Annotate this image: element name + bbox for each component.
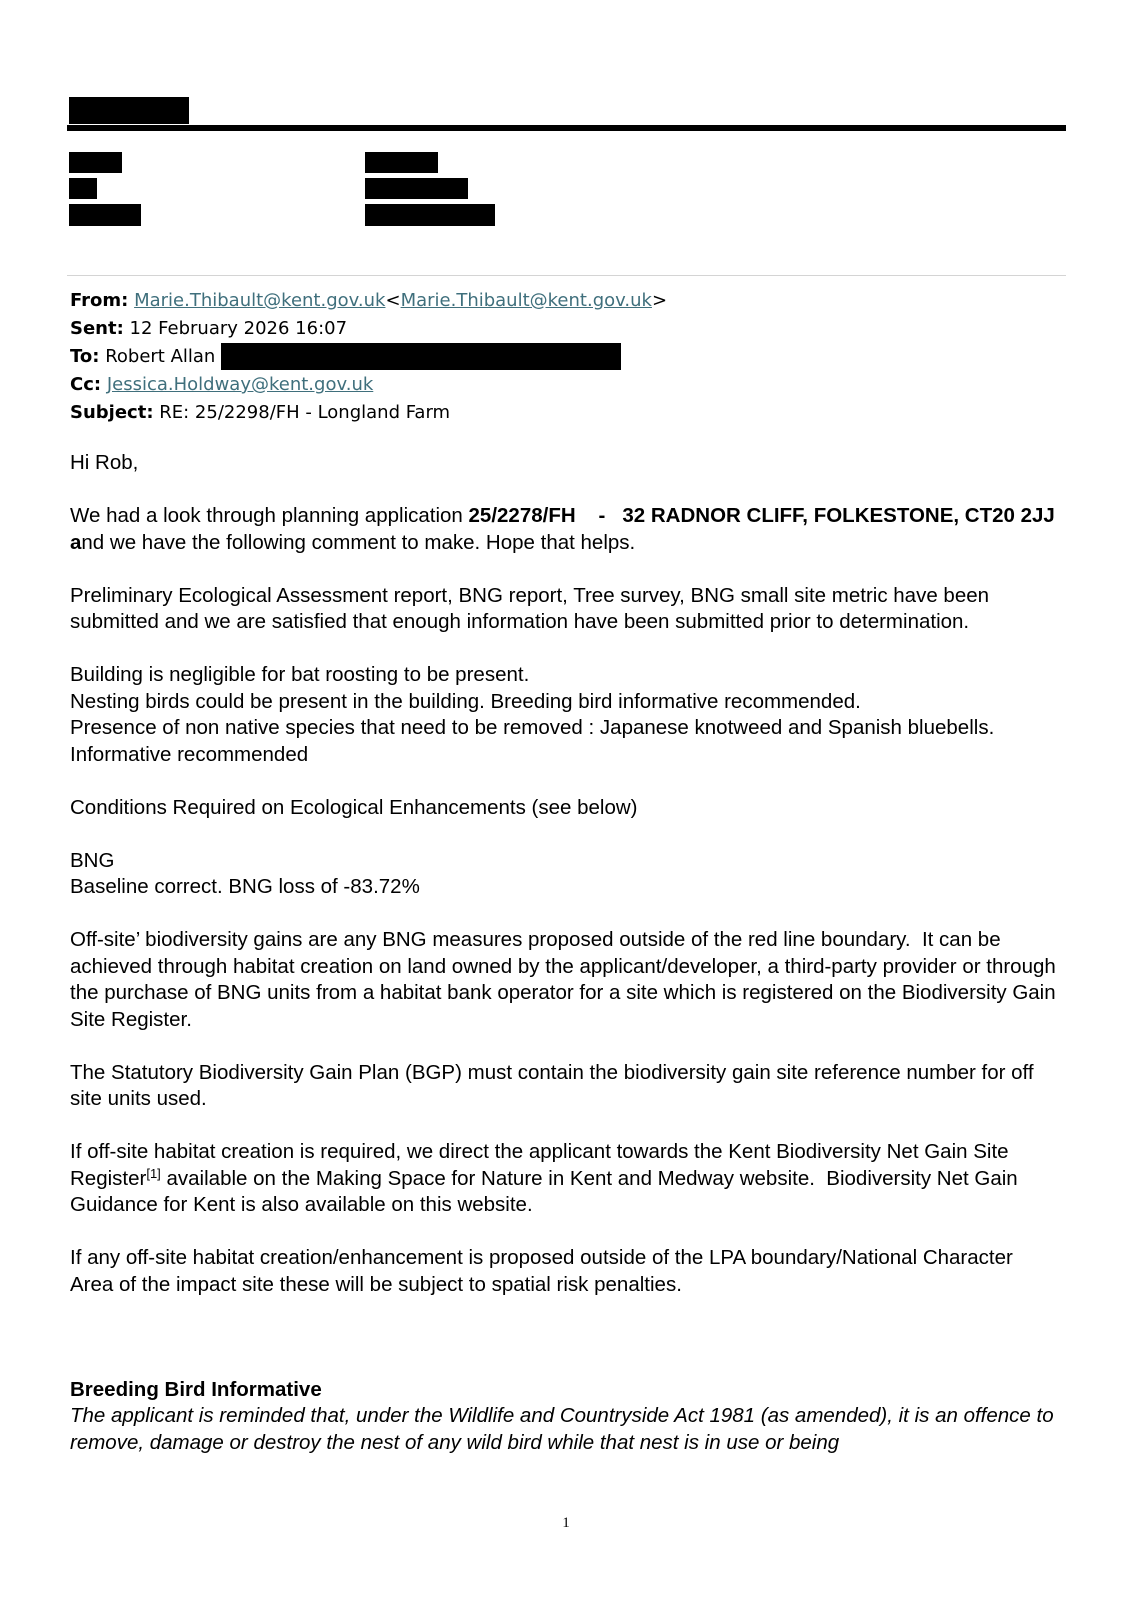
spacer <box>70 1325 1060 1377</box>
to-value: Robert Allan <box>105 346 216 367</box>
intro-paragraph <box>70 503 1060 556</box>
redacted-label-3 <box>69 204 141 226</box>
bird-heading: Breeding Bird Informative <box>70 1377 322 1401</box>
bird-text: The applicant is reminded that, under the Wildlife and Countryside Act 1981 (as amended), it is an offence to remove, damage or destroy the nest of any wild bird while that nest is in use or being <box>70 1404 1054 1454</box>
footnote-ref[interactable]: [1] <box>146 1165 161 1181</box>
sent-value: 12 February 2026 16:07 <box>129 318 348 339</box>
conditions-line: Conditions Required on Ecological Enhancements (see below) <box>70 795 638 819</box>
intro-pre: We had a look through planning application <box>70 504 469 527</box>
kent-pre: If off-site habitat creation is required, we direct the applicant towards the Kent Biodiversity Net Gain Site Register <box>70 1140 1009 1190</box>
offsite-paragraph: Off-site’ biodiversity gains are any BNG measures proposed outside of the red line boundary. It can be achieved through habitat creation on land owned by the applicant/developer, a third-party provider or through the purchase of BNG units from a habitat bank operator for a site which is registered on the Biodiversity Gain Site Register. <box>70 928 1062 1031</box>
species-line: Presence of non native species that need to be removed : Japanese knotweed and Spanish bluebells. Informative recommended <box>70 716 995 766</box>
bat-line: Building is negligible for bat roosting to be present. <box>70 663 530 686</box>
header-rule <box>67 125 1066 131</box>
sent-label: Sent: <box>70 318 124 339</box>
intro-post: nd we have the following comment to make. Hope that helps. <box>81 530 636 554</box>
page-number: 1 <box>562 1515 570 1531</box>
email-to-line <box>70 343 215 371</box>
subject-value: RE: 25/2298/FH - Longland Farm <box>159 402 451 423</box>
bgp-paragraph: The Statutory Biodiversity Gain Plan (BGP) must contain the biodiversity gain site reference number for off site units used. <box>70 1060 1034 1110</box>
assessment-paragraph: Preliminary Ecological Assessment report, BNG report, Tree survey, BNG small site metric have been submitted and we are satisfied that enough information have been submitted prior to determination. <box>70 583 990 633</box>
redacted-value-2 <box>365 178 468 199</box>
redacted-value-3 <box>365 204 495 226</box>
redacted-value-1 <box>365 152 438 173</box>
email-subject-line <box>70 399 450 427</box>
redacted-title <box>69 97 189 124</box>
email-sent-line <box>70 315 347 343</box>
bng-heading: BNG <box>70 848 115 872</box>
lpa-paragraph: If any off-site habitat creation/enhancement is proposed outside of the LPA boundary/National Character Area of the impact site these will be subject to spatial risk penalties. <box>70 1246 1013 1296</box>
email-from-line <box>70 287 667 315</box>
redacted-label-2 <box>69 178 97 199</box>
redacted-to-address <box>221 343 621 370</box>
redacted-label-1 <box>69 152 122 173</box>
cc-email-link[interactable]: Jessica.Holdway@kent.gov.uk <box>106 374 374 395</box>
cc-label: Cc: <box>70 374 102 395</box>
greeting: Hi Rob, <box>70 451 139 474</box>
from-open-bracket: < <box>385 290 401 311</box>
from-email-link[interactable]: Marie.Thibault@kent.gov.uk <box>134 290 386 311</box>
from-close-bracket: > <box>651 290 668 311</box>
bng-baseline: Baseline correct. BNG loss of -83.72% <box>70 875 420 898</box>
from-label: From: <box>70 290 129 311</box>
nesting-line: Nesting birds could be present in the building. Breeding bird informative recommended. <box>70 689 861 713</box>
email-body <box>70 450 1060 1456</box>
from-email-link-2[interactable]: Marie.Thibault@kent.gov.uk <box>400 290 652 311</box>
email-cc-line <box>70 371 373 399</box>
kent-register-paragraph <box>70 1139 1060 1219</box>
intro-application-ref: 25/2278/FH - 32 RADNOR CLIFF, FOLKESTONE, CT20 2JJ a <box>70 504 1061 554</box>
kent-post: available on the Making Space for Nature in Kent and Medway website. Biodiversity Net Gain Guidance for Kent is also available on this website. <box>70 1166 1024 1216</box>
to-label: To: <box>70 346 100 367</box>
header-separator <box>67 275 1066 276</box>
subject-label: Subject: <box>70 402 154 423</box>
